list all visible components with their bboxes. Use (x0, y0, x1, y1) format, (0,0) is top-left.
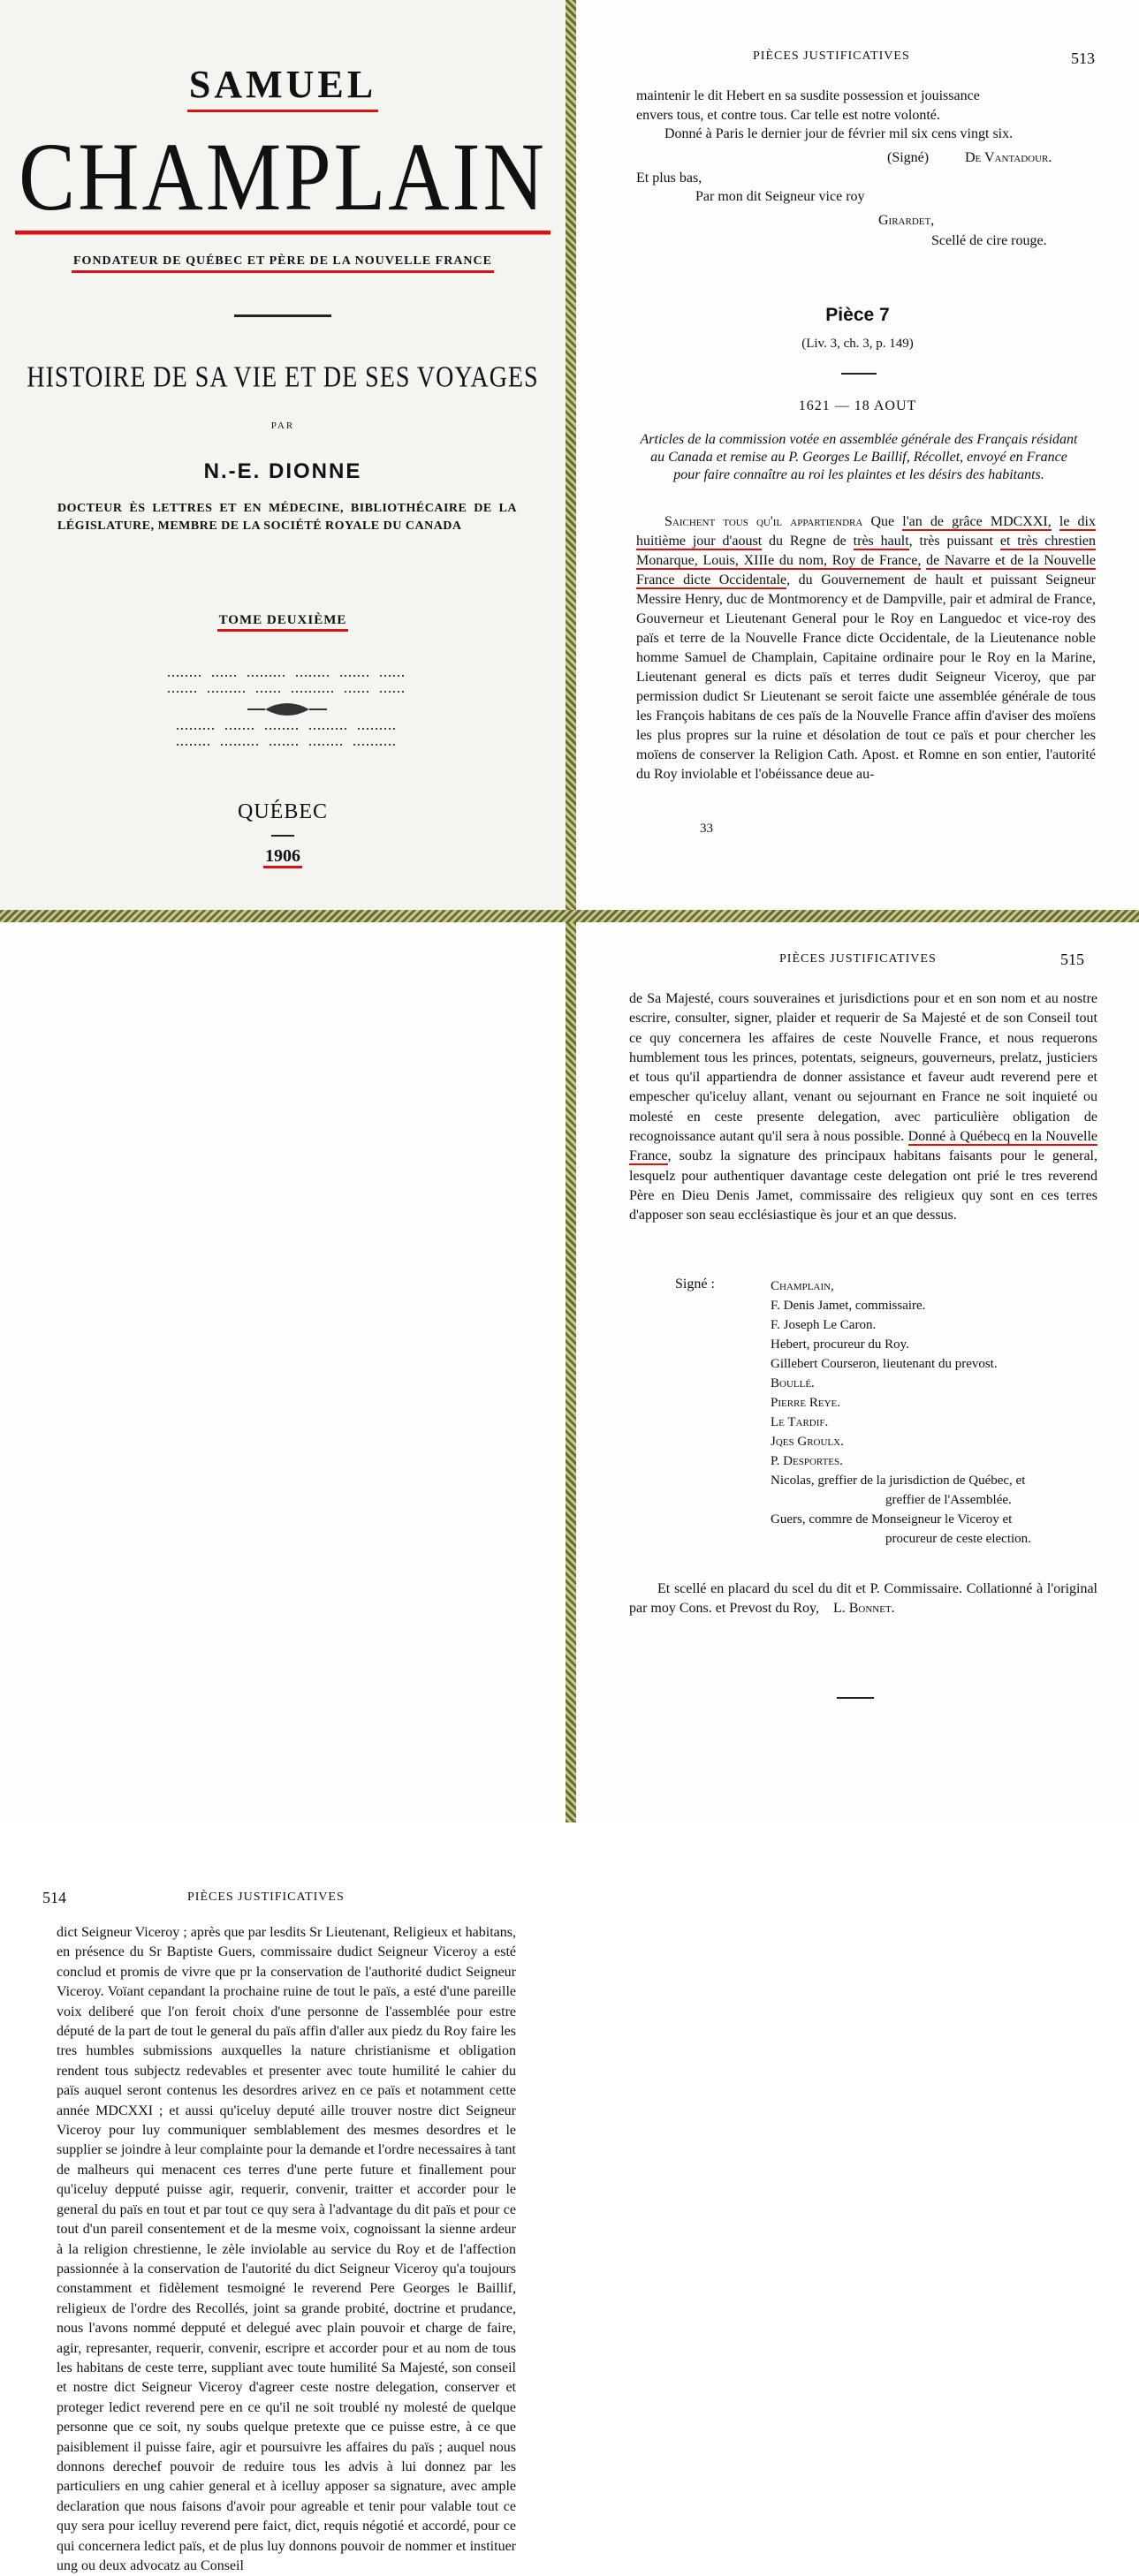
signatory: Nicolas, greffier de la jurisdiction de Québec, et (771, 1474, 1026, 1488)
running-head: PIÈCES JUSTIFICATIVES (187, 1890, 345, 1904)
signatory: P. Desportes. (771, 1454, 843, 1468)
signatory: F. Joseph Le Caron. (771, 1318, 877, 1332)
signatory: F. Denis Jamet, commissaire. (771, 1299, 926, 1313)
page-514 (0, 922, 566, 2573)
piece-reference: (Liv. 3, ch. 3, p. 149) (801, 337, 914, 351)
running-head: PIÈCES JUSTIFICATIVES (779, 952, 937, 966)
closing-paragraph: Et scellé en placard du scel du dit et P. Commissaire. Collationné à l'original par moy Cons. et Prevost du Roy, L. Bonnet. (629, 1581, 1097, 1616)
highlight-hault: très hault (853, 534, 909, 549)
signatory: Boullé. (771, 1376, 815, 1390)
page-513 (576, 0, 1139, 910)
signe-label: (Signé) (887, 150, 930, 165)
title-history: HISTOIRE DE SA VIE ET DE SES VOYAGES (27, 360, 539, 394)
title-author-description: DOCTEUR ÈS LETTRES ET EN MÉDECINE, BIBLIOTHÉCAIRE DE LA LÉGISLATURE, MEMBRE DE LA SOCIÉTÉ ROYALE DU CANADA (57, 502, 517, 533)
page-515 (576, 922, 1139, 1822)
signatory: Gillebert Courseron, lieutenant du prevost. (771, 1357, 998, 1371)
scelle-note: Scellé de cire rouge. (931, 233, 1047, 248)
title-last-name: CHAMPLAIN (0, 126, 566, 228)
text-block: de Sa Majesté, cours souveraines et jurisdictions pour et en son nom et au nostre escrire, consulter, signer, plaider et requerir de Sa Majesté et de son Conseil tout ce quy concernera les affaires de ceste Nouvelle France, et nous requerons humblement tous les princes, potentats, seigneurs, gouverneurs, prelatz, justiciers et tous qu'il appartiendra de donner assistance et faveur audt reverend pere et empescher qu'iceluy allant, venant ou sejournant en France ne soit inquieté ou molesté en ceste presente delegation, avec particulière obligation de recognoissance autant qu'il sera à nous possible. Donné à Québecq en la Nouvelle France, soubz la signature des principaux habitans faisants pour le general, lesquelz pour authentiquer davantage ceste delegation ont prié le tres reverend Père en Dieu Denis Jamet, commissaire des religieux quy sont en ces terres d'apposer son seau ecclésiastique ès jour et an que dessus. (629, 991, 1097, 1224)
highlight-day: le dix huitième jour d'aoust (636, 514, 1097, 549)
text-block: dict Seigneur Viceroy ; après que par lesdits Sr Lieutenant, Religieux et habitans, en présence du Sr Baptiste Guers, commissaire dudict Seigneur Viceroy a esté conclud et promis de vivre que pr la conservation de l'authorité dudict Seigneur Viceroy. Voïant cepandant la prochaine ruine de tout le païs, a esté d'une pareille voix deliberé que l'on feroit choix d'une personne de l'assemblée pour estre député de la part de tout le general du païs affin d'aller aux piedz du Roy faire les tres humbles submissions auxquelles la nature christianisme et obligation rendent tous subjectz redevables et presenter avec toute humilité le cahier du païs auquel seront contenus les desordres arivez en ce païs et notamment cette année MDCXXI ; et aussi qu'iceluy deputé aille trouver nostre dict Seigneur Viceroy pour luy communiquer semblablement des mesmes desordres et le supplier se joindre à leur complainte pour la demande et l'ordre necessaires à tant de malheurs qui menacent ces terres d'une perte future et finallement pour qu'iceluy depputé puisse agir, requerir, convenir, traitter et accorder pour le general du païs en tout et par tout ce quy sera à l'advantage du dit païs et pour ce tout d'un pareil consentement et de la mesme voix, cognoissant la sienne ardeur à la religion chrestienne, le zèle inviolable au service du Roy et de l'affection passionnée à la conservation de l'autorité du dict Seigneur Viceroy qu'a toujours constamment et fidèlement tesmoigné le reverend Pere Georges le Baillif, religieux de l'ordre des Recollés, joint sa grande probité, doctrine et prudance, nous l'avons nommé depputé et delegué avec plain pouvoir et charge de faire, agir, represanter, requerir, convenir, escripre et accorder pour et au nom de tous les habitans de ceste terre, suppliant avec toute humilité Sa Majesté, son conseil et nostre dict Seigneur Viceroy d'agreer ceste nostre delegation, conserver et proteger ledict reverend pere en ce qu'il ne soit troublé ny molesté de quelque personne que ce soit, ny soubs quelque pretexte que ce puisse estre, à ce que paisiblement il puisse faire, agir et poursuivre les affaires du païs ; auquel nous donnons derechef pouvoir de reduire tous les advis à lui donnez par les particuliers en ung cahier general et à icelluy apposer sa signature, avec ample declaration que nous faisons d'avoir pour agreable et tenir pour valable tout ce quy sera pour icelluy reverend pere faict, dict, requis négotié et accordé, pour ce qui concernera ledict païs, et de plus luy donnons pouvoir de nommer et instituer ung ou deux advocatz au Conseil (57, 1925, 516, 2573)
signatory: Pierre Reye. (771, 1396, 841, 1410)
title-city: QUÉBEC (238, 800, 328, 823)
piece-title: Pièce 7 (825, 305, 890, 325)
piece-date: 1621 — 18 AOUT (798, 398, 917, 413)
title-subtitle: FONDATEUR DE QUÉBEC ET PÈRE DE LA NOUVELLE FRANCE (0, 254, 566, 269)
horizontal-page-divider (0, 910, 1139, 922)
running-head: PIÈCES JUSTIFICATIVES (753, 49, 910, 63)
library-stamp-image (159, 658, 415, 755)
text-block-top: maintenir le dit Hebert en sa susdite possession et jouissance envers tous, et contre tous. Car telle est notre volonté. Donné à Paris le dernier jour de février mil six cens vingt six. (636, 88, 1014, 142)
page-number: 513 (1071, 49, 1095, 67)
title-tome: TOME DEUXIÈME (0, 613, 566, 628)
signature-mark: 33 (700, 822, 713, 836)
article-paragraph: Saichent tous qu'il appartiendra Que l'an de grâce MDCXXI, le dix huitième jour d'aoust du Regne de très hault, très puissant et très chrestien Monarque, Louis, XIIIe du nom, Roy de France, de Navarre et de la Nouvelle France dicte Occidentale, du Gouvernement de hault et puissant Seigneur Messire Henry, duc de Montmorency et de Dampville, pair et admiral de France, Gouverneur et Lieutenant General pour le Roy en Languedoc et vice-roy des païs et terre de la Nouvelle France dicte Occidentale, de la Lieutenance noble homme Samuel de Champlain, Capitaine ordinaire pour le Roy en la Marine, Lieutenant general es dicts païs et terres dudit Seigneur Viceroy, que par permission dudict Sr Lieutenant se seroit faicte une assemblée générale de tous les François habitans de ces païs de la Nouvelle France affin d'aviser des moïens les plus propres sur la ruine et désolation de tout ce païs et pour chercher les moïens de conserver la Religion Cath. Apost. et Romne en son entier, l'autorité du Roy inviolable et l'obéissance deue au- (636, 514, 1097, 782)
par-mon-dit: Par mon dit Seigneur vice roy (695, 189, 865, 204)
signatory: Hebert, procureur du Roy. (771, 1337, 909, 1352)
title-rule (234, 314, 331, 317)
highlight-date: l'an de grâce MDCXXI, (902, 514, 1052, 529)
signe-label: Signé : (675, 1277, 715, 1292)
highlight-nouvelle-france: de Navarre et de la Nouvelle France dicte Occidentale (636, 553, 1096, 587)
signatory: Le Tardif. (771, 1415, 829, 1429)
signatory-list (771, 1277, 1031, 1549)
signatory: Guers, commre de Monseigneur le Viceroy et (771, 1512, 1013, 1527)
signatory-continuation: procureur de ceste election. (885, 1532, 1031, 1546)
piece-rule (841, 373, 877, 375)
title-year: 1906 (0, 846, 566, 867)
end-rule (837, 1697, 874, 1699)
vantadour-signature: De Vantadour. (965, 150, 1052, 165)
title-first-name: SAMUEL (0, 62, 566, 107)
title-author: N.-E. DIONNE (203, 459, 362, 483)
signatory: Jqes Groulx. (771, 1435, 844, 1449)
signatory-continuation: greffier de l'Assemblée. (885, 1493, 1012, 1507)
page-number: 514 (42, 1889, 66, 1906)
title-par: PAR (270, 420, 295, 431)
title-page (0, 0, 566, 910)
piece-summary: Articles de la commission votée en assemblée générale des Français résidant au Canada et remise au P. Georges Le Baillif, Récollet, envoyé en France pour faire connaître au roi les plaintes et les désirs des habitants. (640, 432, 1078, 482)
page-number: 515 (1060, 951, 1084, 968)
highlight-donne-quebecq: Donné à Québecq en la Nouvelle France (629, 1129, 1097, 1164)
girardet-signature: Girardet, (878, 213, 935, 228)
signatory: Champlain, (771, 1279, 834, 1293)
plus-bas: Et plus bas, (636, 170, 702, 186)
city-rule (271, 835, 294, 837)
highlight-monarch: et très chrestien Monarque, Louis, XIIIe du nom, Roy de France, (636, 534, 1096, 568)
